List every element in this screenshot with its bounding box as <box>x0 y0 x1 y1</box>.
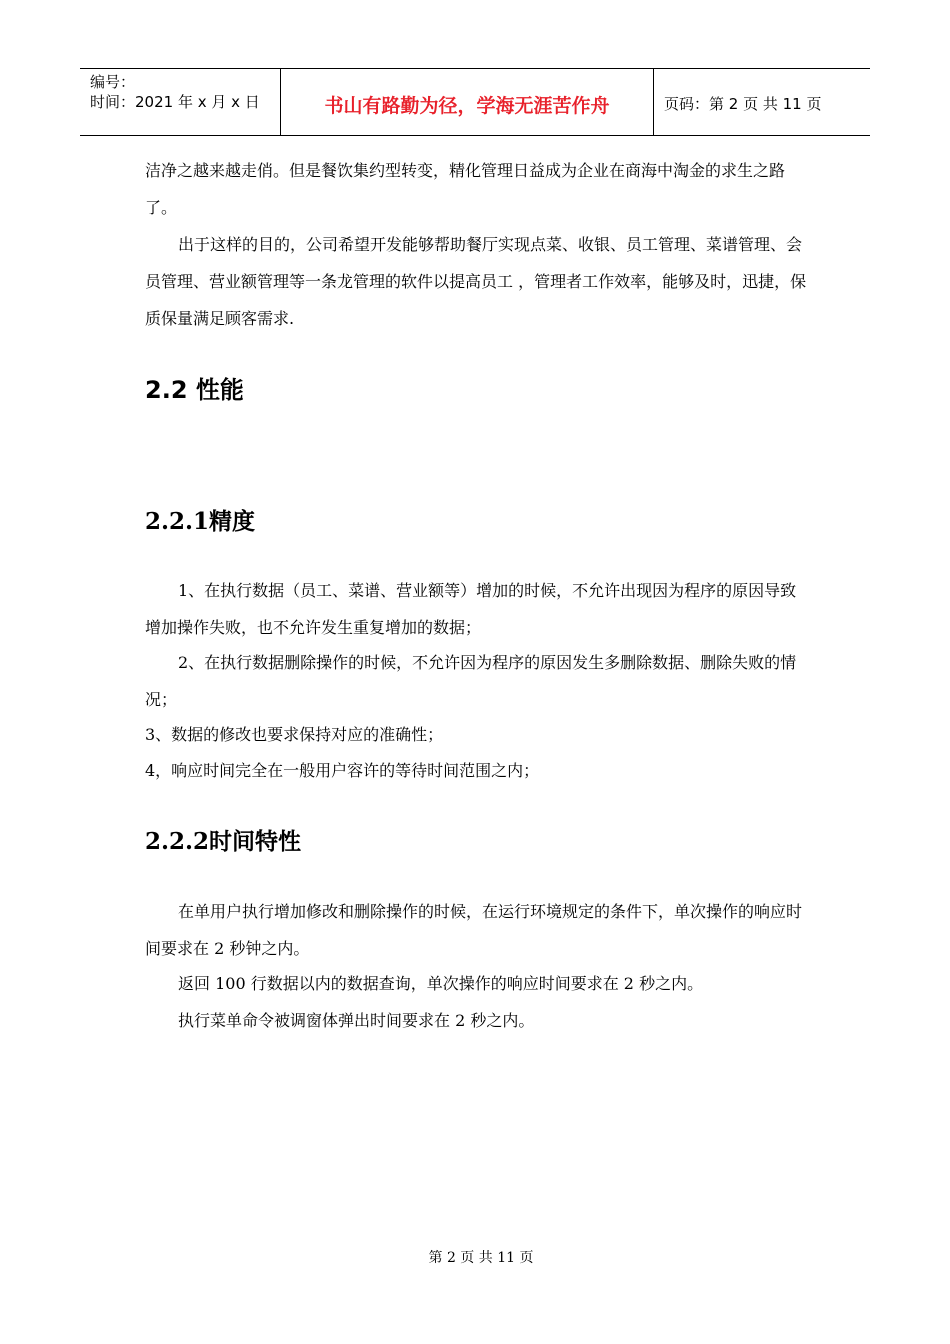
section-heading-precision <box>145 503 255 536</box>
document-header <box>80 68 870 136</box>
header-time-label: 时间：2021 年 x 月 x 日 <box>90 93 260 111</box>
heading-text: 精度 <box>209 509 256 535</box>
list-item: 执行菜单命令被调窗体弹出时间要求在 2 秒之内。 <box>178 1011 535 1030</box>
list-item: 返回 100 行数据以内的数据查询，单次操作的响应时间要求在 2 秒之内。 <box>178 974 704 993</box>
list-item: 1、在执行数据（员工、菜谱、营业额等）增加的时候，不允许出现因为程序的原因导致增加操作失败，也不允许发生重复增加的数据； <box>145 581 797 637</box>
section-heading-time <box>145 823 301 856</box>
header-number-label: 编号： <box>90 73 136 91</box>
heading-number: 2.2.1 <box>145 508 210 535</box>
section-heading-performance: 2.2 性能 <box>145 376 244 404</box>
page-footer: 第 2 页 共 11 页 <box>428 1250 534 1266</box>
header-meta <box>80 69 281 135</box>
list-item: 3、数据的修改也要求保持对应的准确性； <box>145 725 444 744</box>
body-paragraph: 洁净之越来越走俏。但是餐饮集约型转变，精化管理日益成为企业在商海中淘金的求生之路了。 <box>145 161 786 217</box>
heading-text: 时间特性 <box>209 829 302 855</box>
list-item: 2、在执行数据删除操作的时候，不允许因为程序的原因发生多删除数据、删除失败的情况； <box>145 653 797 709</box>
list-item: 在单用户执行增加修改和删除操作的时候，在运行环境规定的条件下，单次操作的响应时间要求在 2 秒钟之内。 <box>145 902 803 958</box>
body-paragraph: 出于这样的目的，公司希望开发能够帮助餐厅实现点菜、收银、员工管理、菜谱管理、会员管理、营业额管理等一条龙管理的软件以提高员工 ，管理者工作效率，能够及时，迅捷，保质保量满足顾客需求. <box>145 235 807 328</box>
list-item: 4，响应时间完全在一般用户容许的等待时间范围之内； <box>145 761 540 780</box>
header-page-info: 页码：第 2 页 共 11 页 <box>664 94 822 113</box>
heading-number: 2.2.2 <box>145 828 210 855</box>
header-motto: 书山有路勤为径，学海无涯苦作舟 <box>281 69 654 135</box>
